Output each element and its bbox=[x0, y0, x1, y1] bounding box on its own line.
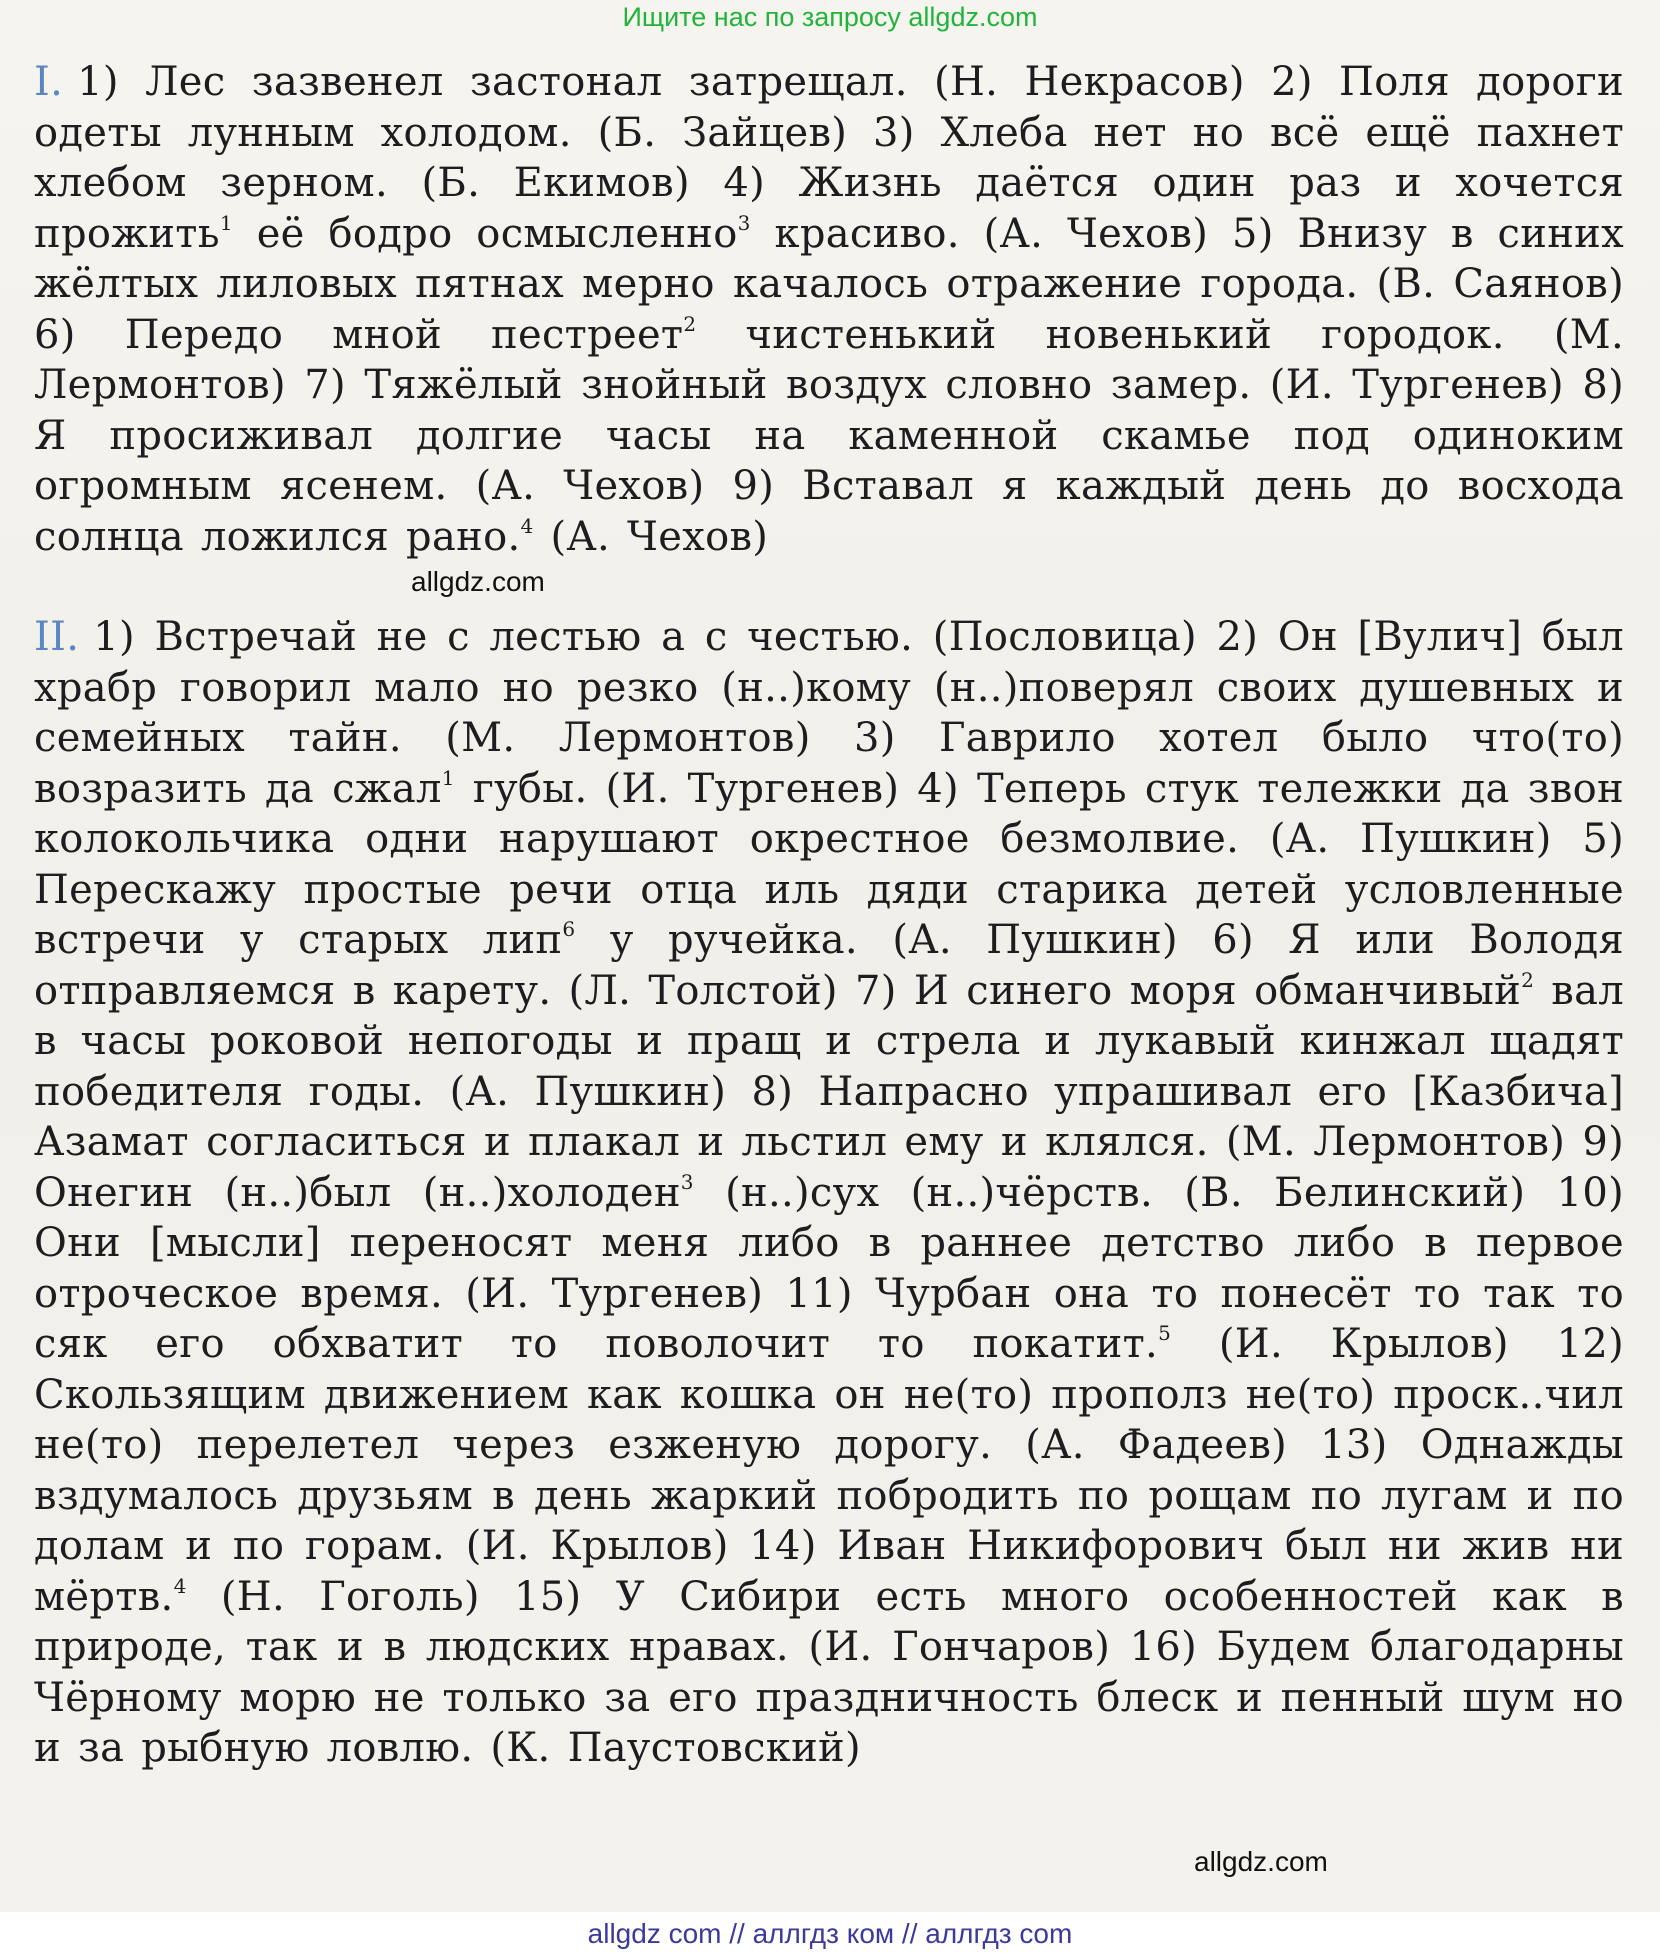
exercise-1-text: 1) Лес зазвенел застонал затрещал. (Н. Некрасов) 2) Поля дороги одеты лунным холодом. (Б. Зайцев) 3) Хлеба нет но всё ещё пахнет хлебом зерном. (Б. Екимов) 4) Жизнь даётся один раз и хочется прожить bbox=[34, 59, 1624, 257]
exercise-1-numeral: I. bbox=[34, 59, 64, 105]
footnote-marker: 1 bbox=[441, 765, 455, 790]
exercise-2-text: у ручейка. (А. Пушкин) 6) Я или Володя отправляемся в карету. (Л. Толстой) 7) И синего моря обманчивый bbox=[34, 917, 1624, 1014]
exercise-2-paragraph bbox=[34, 612, 1624, 1774]
exercise-1-paragraph bbox=[34, 57, 1624, 562]
exercise-2-text: (И. Крылов) 12) Скользящим движением как кошка он не(то) прополз не(то) проск..чил не(то) перелетел через езженую дорогу. (А. Фадеев) 13) Однажды вздумалось друзьям в день жаркий побродить по рощам по лугам и по долам и по горам. (И. Крылов) 14) Иван Никифорович был ни жив ни мёртв. bbox=[34, 1321, 1624, 1620]
exercise-1-text: чистенький новенький городок. (М. Лермонтов) 7) Тяжёлый знойный воздух словно замер. (И. Тургенев) 8) Я просиживал долгие часы на каменной скамье под одиноким огромным ясенем. (А. Чехов) 9) Вставал я каждый день до восхода солнца ложился рано. bbox=[34, 311, 1625, 560]
inline-watermark-1[interactable]: allgdz.com bbox=[411, 566, 545, 597]
bottom-watermark-bar[interactable]: allgdz com // аллгдз ком // аллгдз com bbox=[0, 1912, 1660, 1958]
footnote-marker: 3 bbox=[737, 210, 751, 235]
exercise-2-text: (н..)сух (н..)чёрств. (В. Белинский) 10) Они [мысли] переносят меня либо в раннее детство либо в первое отроческое время. (И. Тургенев) 11) Чурбан она то понесёт то так то сяк его обхватит то поволочит то покатит. bbox=[34, 1169, 1624, 1367]
exercise-2-text: 1) Встречай не с лестью а с честью. (Пословица) 2) Он [Вулич] был храбр говорил мало но резко (н..)кому (н..)поверял своих душевных и семейных тайн. (М. Лермонтов) 3) Гаврило хотел было что(то) возразить да сжал bbox=[34, 614, 1624, 812]
footnote-marker: 2 bbox=[683, 311, 697, 336]
inline-watermark-2[interactable]: allgdz.com bbox=[1194, 1846, 1328, 1877]
footnote-marker: 6 bbox=[562, 917, 576, 941]
exercise-2-text: (Н. Гоголь) 15) У Сибири есть много особенностей как в природе, так и в людских нравах. (И. Гончаров) 16) Будем благодарны Чёрному морю не только за его праздничность блеск и пенный шум но и за рыбную ловлю. (К. Паустовский) bbox=[34, 1573, 1624, 1771]
exercise-2-text: губы. (И. Тургенев) 4) Теперь стук тележки да звон колокольчика одни нарушают окрестное безмолвие. (А. Пушкин) 5) Перескажу простые речи отца иль дяди старика детей условленные встречи у старых лип bbox=[34, 765, 1624, 963]
exercise-1-text: (А. Чехов) bbox=[533, 513, 769, 560]
footnote-marker: 2 bbox=[1521, 967, 1535, 992]
footnote-marker: 4 bbox=[173, 1573, 187, 1598]
exercise-2-text: вал в часы роковой непогоды и пращ и стрела и лукавый кинжал щадят победителя годы. (А. Пушкин) 8) Напрасно упрашивал его [Казбича] Азамат согласиться и плакал и льстил ему и клялся. (М. Лермонтов) 9) Онегин (н..)был (н..)холоден bbox=[34, 967, 1624, 1216]
footnote-marker: 1 bbox=[219, 210, 233, 235]
footnote-marker: 5 bbox=[1158, 1321, 1172, 1345]
footnote-marker: 4 bbox=[520, 513, 534, 538]
exercise-2-numeral: II. bbox=[34, 614, 80, 660]
exercise-1-text: её бодро осмысленно bbox=[232, 210, 738, 257]
top-watermark[interactable]: Ищите нас по запросу allgdz.com bbox=[622, 2, 1038, 32]
footnote-marker: 3 bbox=[680, 1169, 694, 1194]
exercise-1-text: красиво. (А. Чехов) 5) Внизу в синих жёлтых лиловых пятнах мерно качалось отражение города. (В. Саянов) 6) Передо мной пестреет bbox=[34, 210, 1624, 358]
